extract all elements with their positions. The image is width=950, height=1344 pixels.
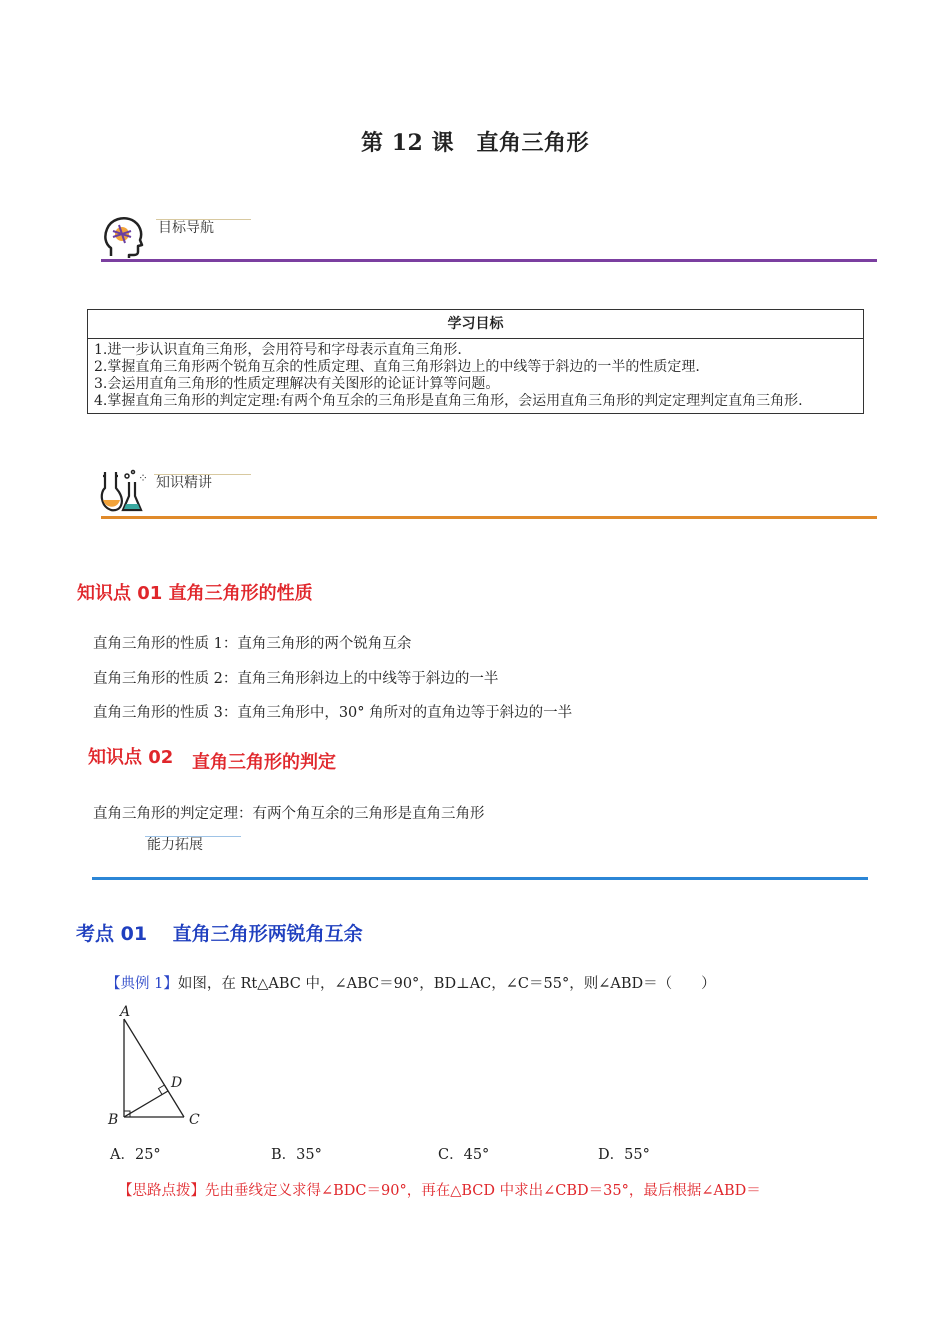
- ability-divider: [92, 877, 868, 880]
- goal-item: 2.掌握直角三角形两个锐角互余的性质定理、直角三角形斜边上的中线等于斜边的一半的性质定理.: [94, 359, 700, 375]
- vertex-d-label: D: [171, 1075, 183, 1091]
- sparkle-icon: ⁘: [138, 471, 149, 485]
- knowledge-label: 知识精讲: [156, 475, 212, 491]
- option-c: C．45°: [438, 1147, 490, 1163]
- triangle-figure: [100, 1000, 210, 1132]
- nav-divider: [101, 259, 877, 262]
- option-a: A．25°: [110, 1147, 161, 1163]
- example-tag: 【典例 1】: [106, 976, 178, 992]
- kp2-heading-number: 知识点 02: [88, 747, 174, 768]
- goal-item: 3.会运用直角三角形的性质定理解决有关图形的论证计算等问题。: [94, 376, 500, 392]
- kp2-line: 直角三角形的判定定理：有两个角互余的三角形是直角三角形: [93, 806, 485, 822]
- goals-table: [87, 309, 864, 414]
- example-text: 如图，在 Rt△ABC 中，∠ABC＝90°，BD⊥AC，∠C＝55°，则∠ABD＝（ ）: [177, 976, 716, 992]
- nav-label: 目标导航: [158, 220, 214, 236]
- vertex-b-label: B: [108, 1112, 119, 1128]
- example-question: [106, 972, 716, 993]
- vertex-a-label: A: [120, 1004, 131, 1020]
- knowledge-label-underline: [154, 474, 251, 475]
- goal-item: 4.掌握直角三角形的判定定理:有两个角互余的三角形是直角三角形，会运用直角三角形的判定定理判定直角三角形.: [94, 393, 803, 409]
- kp1-line: 直角三角形的性质 3：直角三角形中，30° 角所对的直角边等于斜边的一半: [93, 705, 573, 721]
- page-title: 第 12 课 直角三角形: [361, 130, 589, 156]
- goals-body: [88, 339, 864, 414]
- kp1-line: 直角三角形的性质 2：直角三角形斜边上的中线等于斜边的一半: [93, 671, 499, 687]
- solution-hint: 【思路点拨】先由垂线定义求得∠BDC＝90°，再在△BCD 中求出∠CBD＝35°，最后根据∠ABD＝: [118, 1183, 761, 1199]
- goal-item: 1.进一步认识直角三角形，会用符号和字母表示直角三角形.: [94, 342, 462, 358]
- goals-header: 学习目标: [88, 310, 864, 339]
- knowledge-divider: [101, 516, 877, 519]
- option-d: D．55°: [598, 1147, 650, 1163]
- kd1-heading: 考点 01 直角三角形两锐角互余: [76, 923, 363, 945]
- option-b: B．35°: [271, 1147, 322, 1163]
- kp2-heading-text: 直角三角形的判定: [192, 752, 336, 773]
- nav-label-underline: [156, 219, 251, 220]
- kp1-line: 直角三角形的性质 1：直角三角形的两个锐角互余: [93, 636, 412, 652]
- kp1-heading: 知识点 01 直角三角形的性质: [77, 583, 313, 604]
- head-icon: [101, 212, 147, 260]
- ability-label-underline: [145, 836, 241, 837]
- ability-label: 能力拓展: [147, 837, 203, 853]
- vertex-c-label: C: [189, 1112, 200, 1128]
